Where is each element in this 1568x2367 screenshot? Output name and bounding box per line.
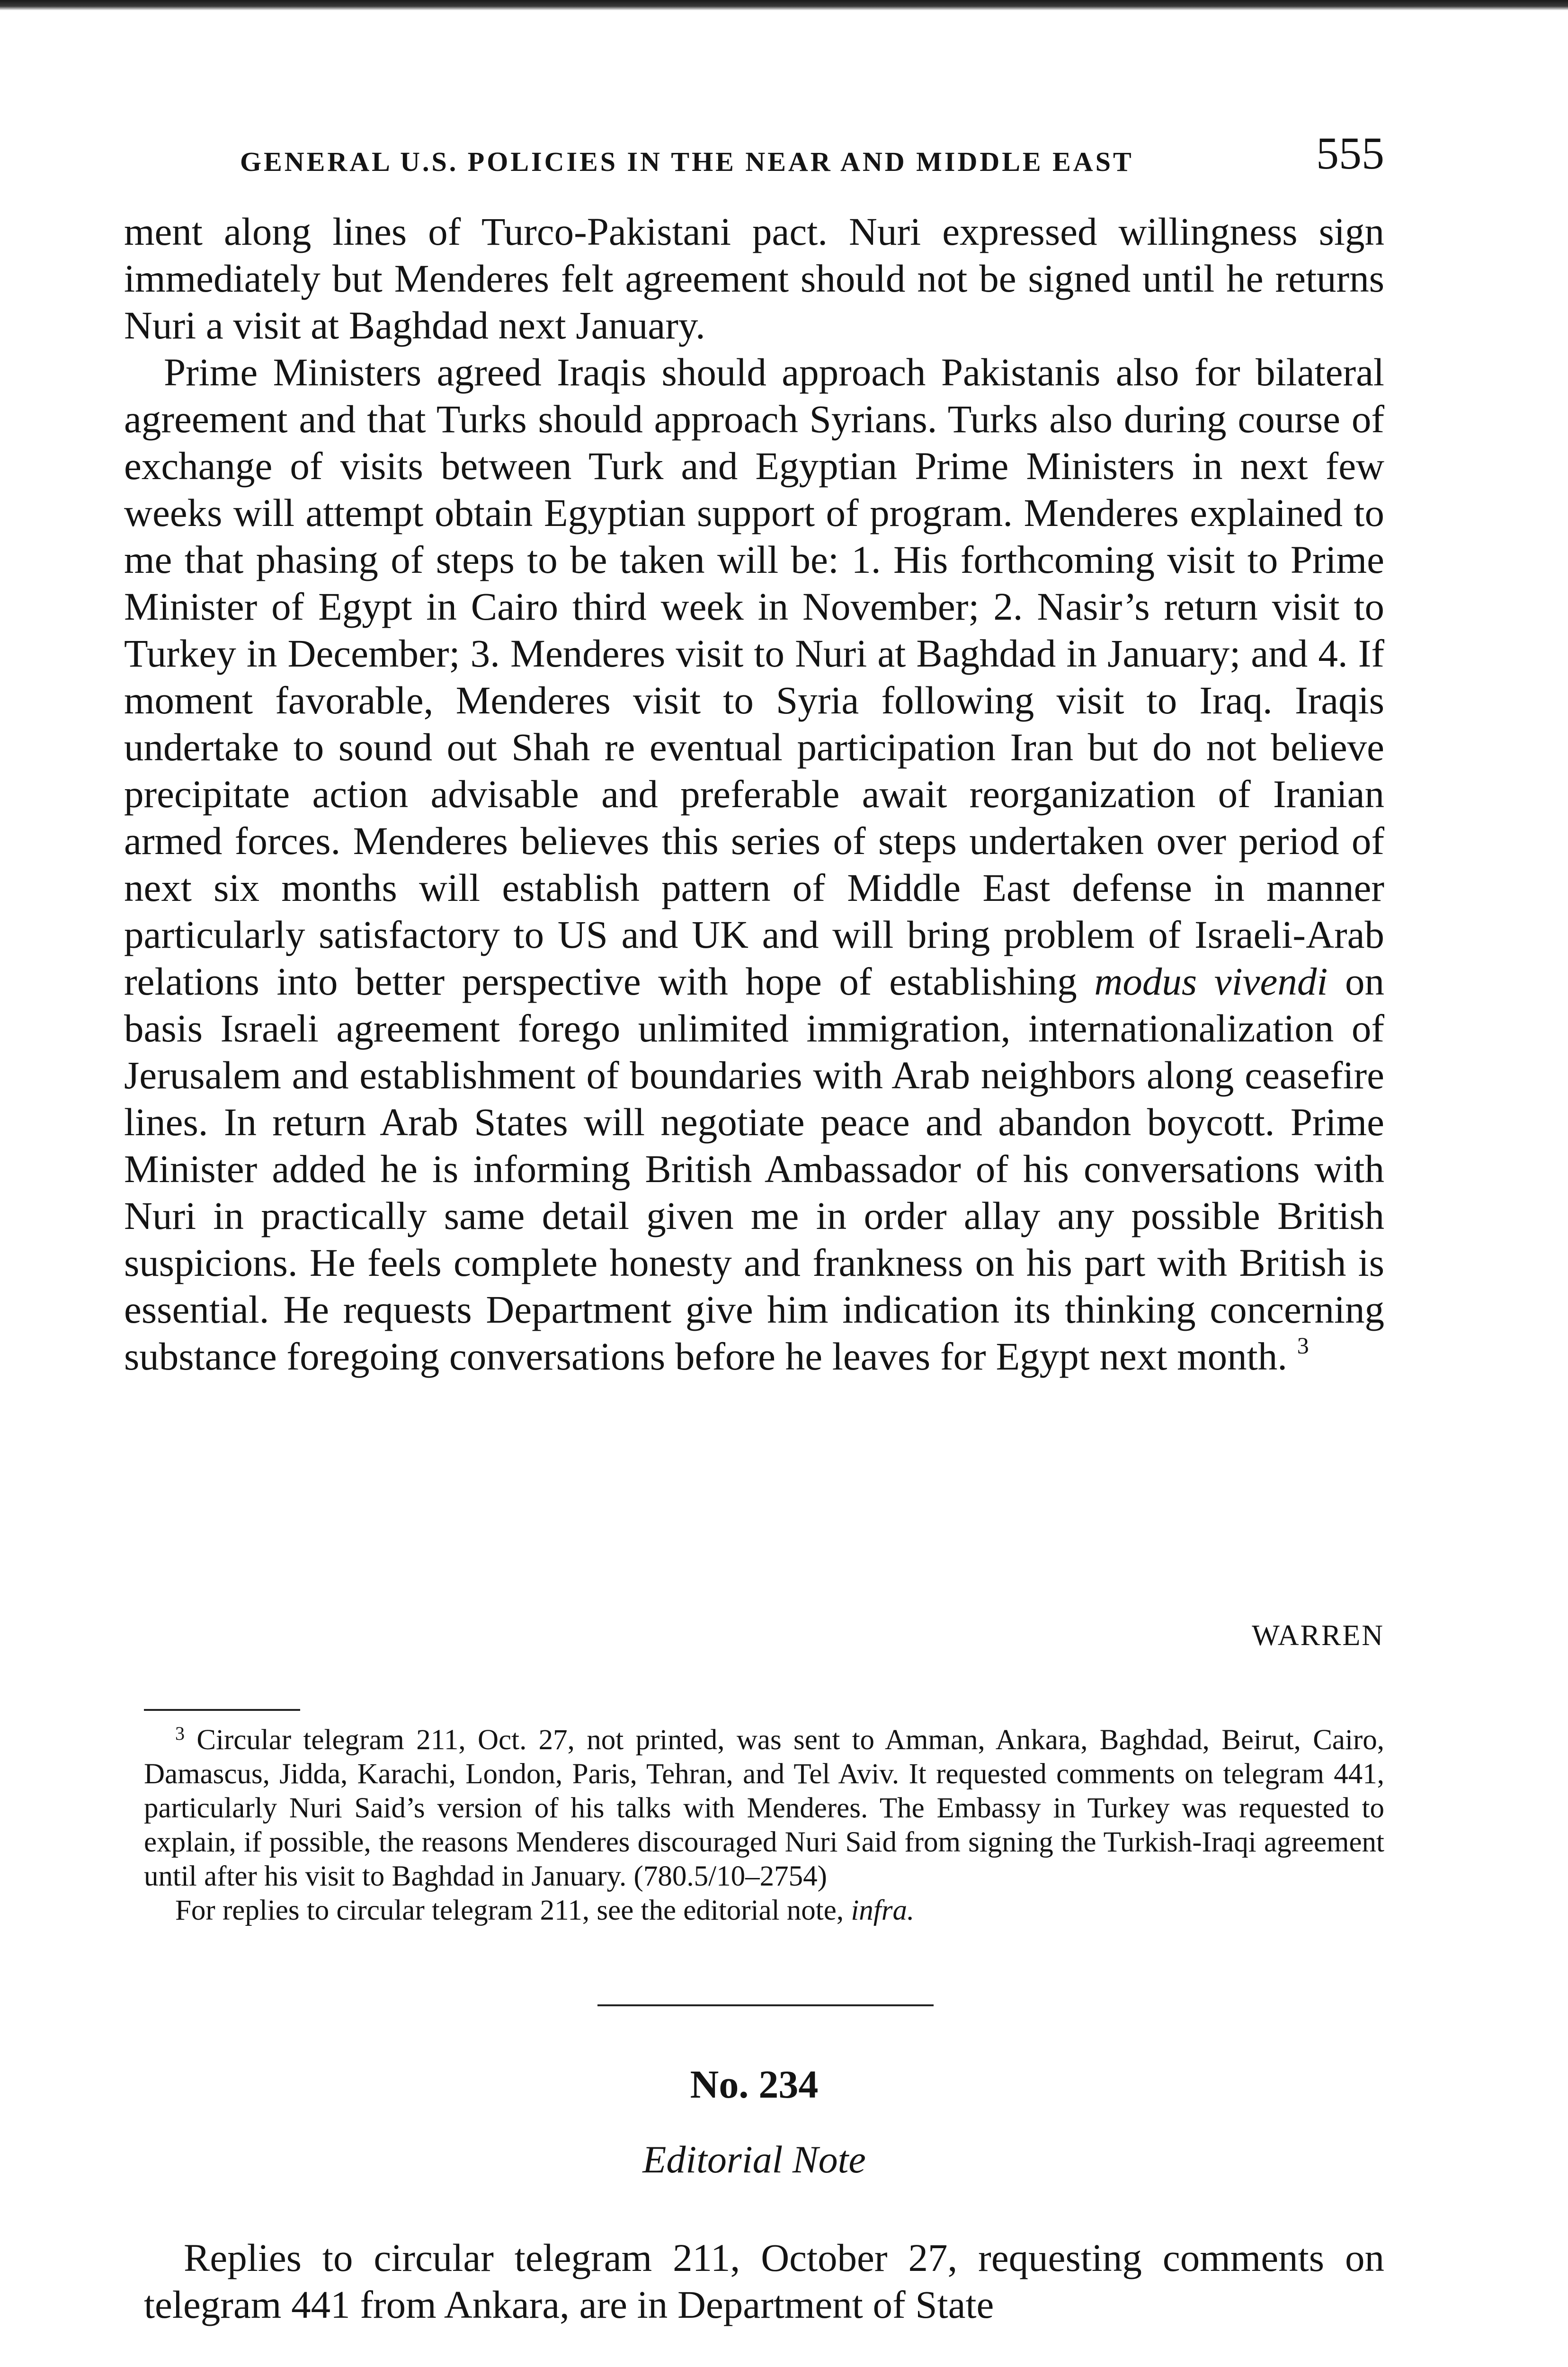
footnote-replies-infra: infra. — [851, 1895, 915, 1926]
body-paragraph-2-text-a: Prime Ministers agreed Iraqis should approach Pakistanis also for bilateral agreement and that Turks should approach Syrians. Turks also during course of exchange of visits between Turk and Egyptian Prime Ministers in next few weeks will attempt obtain Egyptian support of program. Menderes explained to me that phasing of steps to be taken will be: 1. His forthcoming visit to Prime Minister of Egypt in Cairo third week in November; 2. Nasir’s return visit to Turkey in December; 3. Menderes visit to Nuri at Baghdad in January; and 4. If moment favorable, Menderes visit to Syria following visit to Iraq. Iraqis undertake to sound out Shah re eventual participation Iran but do not believe precipitate action advisable and preferable await reorganization of Iranian armed forces. Menderes believes this series of steps undertaken over period of next six months will establish pattern of Middle East defense in manner particularly satisfactory to US and UK and will bring problem of Israeli-Arab relations into better perspective with hope of establishing — [124, 350, 1384, 1003]
footnote-3-text: Circular telegram 211, Oct. 27, not printed, was sent to Amman, Ankara, Baghdad, Beirut, Cairo, Damascus, Jidda, Karachi, London, Paris, Tehran, and Tel Aviv. It requested comments on telegram 441, particularly Nuri Said’s version of his talks with Menderes. The Embassy in Turkey was requested to explain, if possible, the reasons Menderes discouraged Nuri Said from signing the Turkish-Iraqi agreement until after his visit to Baghdad in January. (780.5/10–2754) — [144, 1724, 1385, 1892]
footnote-replies — [144, 1894, 1384, 1928]
signature-warren: WARREN — [1252, 1620, 1384, 1652]
document-number: No. 234 — [690, 2063, 819, 2107]
document-title: Editorial Note — [642, 2138, 866, 2181]
page-number: 555 — [1316, 128, 1384, 178]
running-head — [124, 122, 1384, 179]
running-title: GENERAL U.S. POLICIES IN THE NEAR AND MIDDLE EAST — [240, 146, 1134, 177]
footnotes — [144, 1723, 1384, 1928]
body-paragraph-1: ment along lines of Turco-Pakistani pact. Nuri expressed willingness sign immediately but Menderes felt agreement should not be signed until he returns Nuri a visit at Baghdad next January. — [124, 210, 1384, 347]
modus-vivendi-phrase: modus vivendi — [1094, 960, 1328, 1003]
editorial-note-paragraph: Replies to circular telegram 211, October 27, requesting comments on telegram 441 from Ankara, are in Department of State — [144, 2236, 1384, 2326]
section-divider — [597, 2004, 934, 2006]
telegram-body — [124, 208, 1384, 1380]
body-paragraph-2-text-b: on basis Israeli agreement forego unlimited immigration, internationalization of Jerusalem and establishment of boundaries with Arab neighbors along ceasefire lines. In return Arab States will negotiate peace and abandon boycott. Prime Minister added he is informing British Ambassador of his conversations with Nuri in practically same detail given me in order allay any possible British suspicions. He feels complete honesty and frankness on his part with British is essential. He requests Department give him indication its thinking concerning substance foregoing conversations before he leaves for Egypt next month. — [124, 960, 1385, 1378]
footnote-marker: 3 — [175, 1723, 185, 1744]
footnote-divider — [144, 1709, 300, 1711]
scan-top-edge — [0, 0, 1568, 10]
footnote-replies-text: For replies to circular telegram 211, see the editorial note, — [175, 1895, 844, 1926]
editorial-note-text — [144, 2234, 1384, 2328]
body-paragraph-2 — [124, 349, 1384, 1380]
footnote-reference-3[interactable]: 3 — [1297, 1332, 1309, 1359]
footnote-3 — [144, 1723, 1384, 1894]
